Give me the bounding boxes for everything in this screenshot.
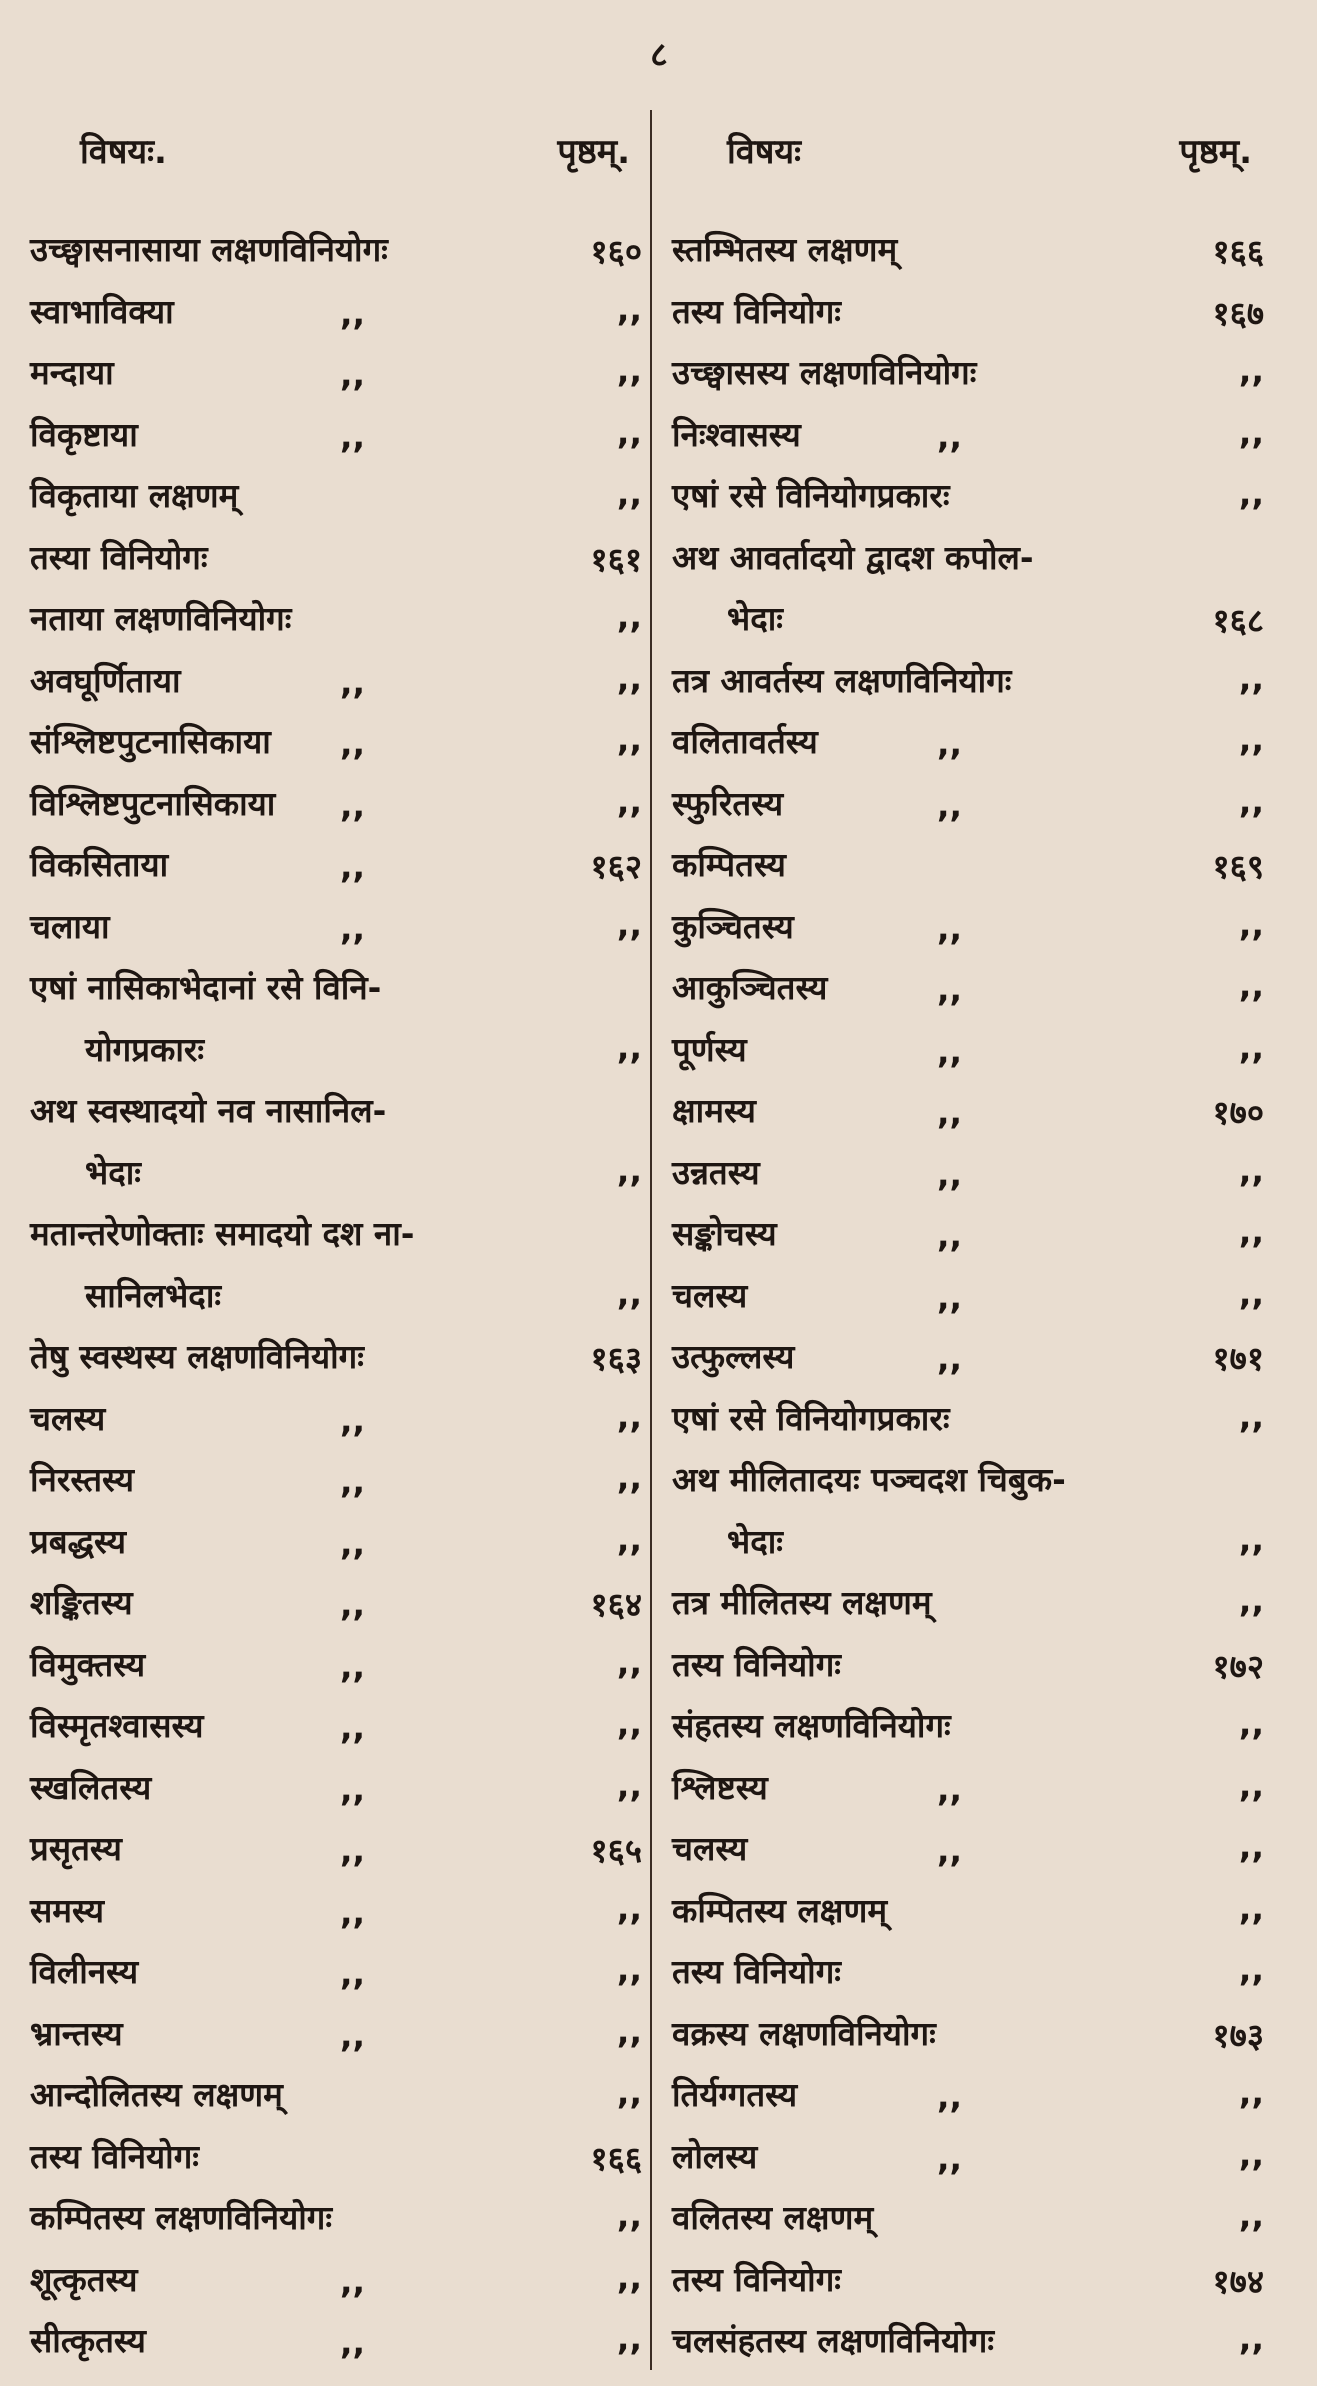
ditto-mark: ,, bbox=[340, 1462, 366, 1501]
index-entry bbox=[672, 1633, 1272, 1695]
entry-text: अवघूर्णिताया bbox=[30, 660, 181, 700]
index-entry bbox=[672, 2248, 1272, 2310]
entry-text: तस्य विनियोगः bbox=[30, 2136, 199, 2176]
index-entry bbox=[30, 2186, 650, 2248]
entry-list bbox=[30, 218, 650, 2371]
index-entry bbox=[30, 1264, 650, 1326]
index-entry bbox=[672, 587, 1272, 649]
ditto-mark: ,, bbox=[937, 1216, 963, 1255]
page-number: १६३ bbox=[590, 1339, 642, 1378]
entry-text: संहतस्य लक्षणविनियोगः bbox=[672, 1706, 951, 1745]
page-number: ,, bbox=[1238, 1150, 1264, 1190]
entry-text: शूत्कृतस्य bbox=[30, 2259, 138, 2299]
entry-text: सङ्कोचस्य bbox=[672, 1214, 777, 1253]
entry-text: तत्र आवर्तस्य लक्षणविनियोगः bbox=[672, 660, 1012, 700]
page-number: ,, bbox=[616, 1519, 642, 1559]
index-entry bbox=[672, 403, 1272, 465]
index-entry bbox=[672, 649, 1272, 711]
entry-text: आन्दोलितस्य लक्षणम् bbox=[30, 2075, 283, 2114]
page-number: ,, bbox=[616, 412, 642, 452]
entry-text: चलस्य bbox=[30, 1398, 106, 1438]
ditto-mark: ,, bbox=[937, 1831, 963, 1870]
entry-text: कुञ्चितस्य bbox=[672, 906, 794, 946]
entry-text: विश्लिष्टपुटनासिकाया bbox=[30, 783, 276, 823]
ditto-mark: ,, bbox=[937, 1769, 963, 1809]
page-number: ,, bbox=[616, 720, 642, 759]
page-number: १७३ bbox=[1212, 2015, 1264, 2055]
column-header bbox=[672, 110, 1272, 190]
index-entry bbox=[30, 833, 650, 895]
entry-text: उच्छ्वासस्य लक्षणविनियोगः bbox=[672, 353, 977, 392]
page-number: ,, bbox=[616, 1704, 642, 1743]
ditto-mark: ,, bbox=[340, 908, 366, 948]
page-number: ,, bbox=[1238, 2134, 1264, 2174]
entry-text: निःश्वासस्य bbox=[672, 414, 801, 454]
index-entry bbox=[30, 1202, 650, 1264]
index-entry bbox=[672, 1448, 1272, 1510]
entry-text: अथ आवर्तादयो द्वादश कपोल- bbox=[672, 537, 1034, 577]
index-entry bbox=[672, 1571, 1272, 1633]
index-entry bbox=[672, 1817, 1272, 1879]
index-entry bbox=[30, 464, 650, 526]
entry-text: प्रबद्धस्य bbox=[30, 1521, 126, 1561]
ditto-mark: ,, bbox=[340, 2261, 366, 2301]
index-entry bbox=[672, 2063, 1272, 2125]
page-number: ,, bbox=[616, 904, 642, 944]
ditto-mark: ,, bbox=[340, 1523, 366, 1563]
page-number: ,, bbox=[1238, 2196, 1264, 2235]
index-entry bbox=[672, 1387, 1272, 1449]
page-number: ,, bbox=[616, 1027, 642, 1067]
ditto-mark: ,, bbox=[937, 2138, 963, 2178]
ditto-mark: ,, bbox=[937, 785, 963, 825]
entry-text: मन्दाया bbox=[30, 353, 114, 392]
page-number: ,, bbox=[1238, 2319, 1264, 2358]
index-entry bbox=[672, 2309, 1272, 2371]
entry-text: योगप्रकारः bbox=[85, 1029, 205, 1069]
page-number: ,, bbox=[616, 597, 642, 636]
index-entry bbox=[672, 1079, 1272, 1141]
index-entry bbox=[672, 1202, 1272, 1264]
subject-heading: विषयः bbox=[727, 132, 801, 172]
page-number: ,, bbox=[616, 1150, 642, 1190]
index-entry bbox=[30, 526, 650, 588]
index-entry bbox=[30, 2125, 650, 2187]
page-number: १६७ bbox=[1212, 293, 1264, 333]
page-number: १६६ bbox=[1212, 232, 1264, 271]
page-number: ,, bbox=[1238, 720, 1264, 759]
index-entry bbox=[30, 1633, 650, 1695]
page-number: ,, bbox=[616, 1765, 642, 1805]
page-number: ,, bbox=[616, 2196, 642, 2235]
entry-text: आकुञ्चितस्य bbox=[672, 968, 828, 1007]
entry-text: स्तम्भितस्य लक्षणम् bbox=[672, 230, 898, 269]
entry-text: नताया लक्षणविनियोगः bbox=[30, 599, 292, 638]
page-number: ,, bbox=[616, 289, 642, 329]
index-entry bbox=[672, 1018, 1272, 1080]
entry-text: श्लिष्टस्य bbox=[672, 1767, 768, 1807]
index-entry bbox=[672, 280, 1272, 342]
index-entry bbox=[30, 1817, 650, 1879]
entry-text: विलीनस्य bbox=[30, 1952, 139, 1991]
page-number: ,, bbox=[1238, 1888, 1264, 1928]
entry-text: कम्पितस्य bbox=[672, 845, 786, 884]
entry-text: निरस्तस्य bbox=[30, 1460, 134, 1499]
entry-text: सीत्कृतस्य bbox=[30, 2321, 146, 2360]
index-entry bbox=[30, 1079, 650, 1141]
page-number: १६४ bbox=[590, 1585, 642, 1624]
index-entry bbox=[672, 2125, 1272, 2187]
page-number: ,, bbox=[616, 1396, 642, 1436]
index-entry bbox=[672, 1756, 1272, 1818]
index-entry bbox=[30, 1141, 650, 1203]
index-entry bbox=[30, 2002, 650, 2064]
page-number: १६९ bbox=[1212, 847, 1264, 886]
index-entry bbox=[30, 1571, 650, 1633]
column-header bbox=[30, 110, 650, 190]
ditto-mark: ,, bbox=[937, 970, 963, 1009]
page-number: ,, bbox=[1238, 474, 1264, 513]
ditto-mark: ,, bbox=[340, 785, 366, 825]
page-number: ,, bbox=[1238, 904, 1264, 944]
entry-text: एषां रसे विनियोगप्रकारः bbox=[672, 476, 950, 515]
page-number: १७४ bbox=[1212, 2261, 1264, 2301]
entry-text: कम्पितस्य लक्षणविनियोगः bbox=[30, 2198, 333, 2237]
index-entry bbox=[30, 1387, 650, 1449]
ditto-mark: ,, bbox=[340, 1892, 366, 1932]
index-entry bbox=[30, 2248, 650, 2310]
ditto-mark: ,, bbox=[340, 416, 366, 456]
entry-text: उच्छ्वासनासाया लक्षणविनियोगः bbox=[30, 230, 388, 269]
entry-text: तत्र मीलितस्य लक्षणम् bbox=[672, 1583, 932, 1622]
ditto-mark: ,, bbox=[340, 1708, 366, 1747]
index-entry bbox=[672, 772, 1272, 834]
page-number: ,, bbox=[1238, 1950, 1264, 1989]
ditto-mark: ,, bbox=[937, 1154, 963, 1194]
entry-text: भ्रान्तस्य bbox=[30, 2013, 123, 2053]
index-entry bbox=[672, 1264, 1272, 1326]
index-entry bbox=[30, 2309, 650, 2371]
entry-text: एषां रसे विनियोगप्रकारः bbox=[672, 1398, 950, 1438]
index-entry bbox=[30, 710, 650, 772]
page-number: ,, bbox=[1238, 1827, 1264, 1866]
index-entry bbox=[672, 2186, 1272, 2248]
entry-text: तेषु स्वस्थस्य लक्षणविनियोगः bbox=[30, 1337, 364, 1376]
page-number: ,, bbox=[1238, 966, 1264, 1005]
entry-text: एषां नासिकाभेदानां रसे विनि- bbox=[30, 968, 382, 1007]
page-number: ,, bbox=[616, 2073, 642, 2112]
index-entry bbox=[30, 1510, 650, 1572]
page-number: १७० bbox=[1212, 1093, 1264, 1132]
index-entry bbox=[30, 1018, 650, 1080]
entry-text: स्खलितस्य bbox=[30, 1767, 152, 1807]
page-number: ,, bbox=[616, 1888, 642, 1928]
entry-text: सानिलभेदाः bbox=[85, 1275, 222, 1315]
ditto-mark: ,, bbox=[340, 1585, 366, 1624]
entry-text: पूर्णस्य bbox=[672, 1029, 747, 1069]
index-entry bbox=[672, 1879, 1272, 1941]
entry-text: चलस्य bbox=[672, 1829, 748, 1868]
index-entry bbox=[30, 1879, 650, 1941]
page-number: ,, bbox=[616, 781, 642, 821]
ditto-mark: ,, bbox=[937, 1277, 963, 1317]
entry-text: तस्य विनियोगः bbox=[672, 1952, 841, 1991]
entry-text: भेदाः bbox=[727, 1521, 783, 1561]
page-number: ,, bbox=[616, 1950, 642, 1989]
page-number: ,, bbox=[1238, 1396, 1264, 1436]
ditto-mark: ,, bbox=[937, 724, 963, 763]
index-entry bbox=[30, 341, 650, 403]
entry-text: समस्य bbox=[30, 1890, 105, 1930]
ditto-mark: ,, bbox=[340, 1400, 366, 1440]
page-number: १६६ bbox=[590, 2138, 642, 2178]
ditto-mark: ,, bbox=[340, 293, 366, 333]
index-entry bbox=[672, 1141, 1272, 1203]
entry-text: चलसंहतस्य लक्षणविनियोगः bbox=[672, 2321, 995, 2360]
index-entry bbox=[30, 772, 650, 834]
ditto-mark: ,, bbox=[937, 1093, 963, 1132]
index-entry bbox=[30, 1940, 650, 2002]
page-number: ,, bbox=[1238, 2073, 1264, 2112]
page-number: १६० bbox=[590, 232, 642, 271]
ditto-mark: ,, bbox=[340, 1954, 366, 1993]
entry-text: लोलस्य bbox=[672, 2136, 758, 2176]
index-entry bbox=[30, 403, 650, 465]
ditto-mark: ,, bbox=[937, 908, 963, 948]
page-heading: पृष्ठम्. bbox=[557, 132, 630, 172]
ditto-mark: ,, bbox=[937, 1339, 963, 1378]
entry-text: चलाया bbox=[30, 906, 110, 946]
page-number: १७१ bbox=[1212, 1339, 1264, 1378]
index-entry bbox=[30, 1694, 650, 1756]
index-entry bbox=[30, 956, 650, 1018]
subject-heading: विषयः. bbox=[80, 132, 167, 172]
page-number: ,, bbox=[1238, 1027, 1264, 1067]
ditto-mark: ,, bbox=[340, 847, 366, 886]
index-entry bbox=[672, 526, 1272, 588]
page-number: ,, bbox=[1238, 1519, 1264, 1559]
entry-text: विकृताया लक्षणम् bbox=[30, 476, 239, 515]
entry-text: स्फुरितस्य bbox=[672, 783, 784, 823]
entry-text: वलितस्य लक्षणम् bbox=[672, 2198, 874, 2237]
index-entry bbox=[672, 2002, 1272, 2064]
entry-text: भेदाः bbox=[85, 1152, 141, 1192]
entry-text: उत्फुल्लस्य bbox=[672, 1337, 795, 1376]
index-entry bbox=[30, 1325, 650, 1387]
index-entry bbox=[672, 833, 1272, 895]
entry-text: विकसिताया bbox=[30, 845, 169, 884]
ditto-mark: ,, bbox=[340, 1769, 366, 1809]
index-entry bbox=[672, 218, 1272, 280]
entry-text: चलस्य bbox=[672, 1275, 748, 1315]
entry-text: संश्लिष्टपुटनासिकाया bbox=[30, 722, 271, 761]
index-entry bbox=[30, 895, 650, 957]
ditto-mark: ,, bbox=[937, 2077, 963, 2116]
page-number: ,, bbox=[1238, 412, 1264, 452]
entry-text: तस्य विनियोगः bbox=[672, 2259, 841, 2299]
index-entry bbox=[672, 464, 1272, 526]
entry-text: वलितावर्तस्य bbox=[672, 722, 818, 761]
ditto-mark: ,, bbox=[937, 1031, 963, 1071]
index-entry bbox=[30, 1448, 650, 1510]
index-entry bbox=[30, 280, 650, 342]
ditto-mark: ,, bbox=[340, 1646, 366, 1686]
ditto-mark: ,, bbox=[340, 1831, 366, 1870]
page-number: ,, bbox=[616, 1273, 642, 1313]
ditto-mark: ,, bbox=[937, 416, 963, 456]
page-number: ,, bbox=[616, 2257, 642, 2297]
ditto-mark: ,, bbox=[340, 662, 366, 702]
page-number: १६५ bbox=[590, 1831, 642, 1870]
entry-text: भेदाः bbox=[727, 599, 783, 638]
entry-text: क्षामस्य bbox=[672, 1091, 756, 1130]
entry-text: अथ मीलितादयः पञ्चदश चिबुक- bbox=[672, 1460, 1066, 1499]
page-number: ,, bbox=[616, 658, 642, 698]
page-number: ,, bbox=[1238, 781, 1264, 821]
page-number: ,, bbox=[1238, 1765, 1264, 1805]
index-entry bbox=[30, 2063, 650, 2125]
entry-text: स्वाभाविक्या bbox=[30, 291, 174, 331]
page-number: ,, bbox=[1238, 658, 1264, 698]
entry-text: तस्य विनियोगः bbox=[672, 1644, 841, 1684]
page-number: ,, bbox=[1238, 1704, 1264, 1743]
page-number: ,, bbox=[616, 351, 642, 390]
index-entry bbox=[672, 710, 1272, 772]
page-number: १७२ bbox=[1212, 1646, 1264, 1686]
index-entry bbox=[30, 587, 650, 649]
page-heading: पृष्ठम्. bbox=[1179, 132, 1252, 172]
page-number: ,, bbox=[1238, 351, 1264, 390]
entry-text: प्रसृतस्य bbox=[30, 1829, 122, 1868]
column-divider bbox=[650, 110, 652, 2370]
page-number: ,, bbox=[616, 1458, 642, 1497]
index-entry bbox=[672, 1694, 1272, 1756]
page-number: १६१ bbox=[590, 539, 642, 579]
page-number: ,, bbox=[616, 1642, 642, 1682]
page-number: ,, bbox=[616, 2319, 642, 2358]
index-entry bbox=[672, 1510, 1272, 1572]
entry-text: अथ स्वस्थादयो नव नासानिल- bbox=[30, 1091, 387, 1130]
ditto-mark: ,, bbox=[340, 724, 366, 763]
index-entry bbox=[672, 1940, 1272, 2002]
page-number: ,, bbox=[616, 474, 642, 513]
entry-text: शङ्कितस्य bbox=[30, 1583, 133, 1622]
entry-text: विमुक्तस्य bbox=[30, 1644, 146, 1684]
page-marker: ८ bbox=[650, 35, 668, 75]
index-entry bbox=[30, 649, 650, 711]
ditto-mark: ,, bbox=[340, 355, 366, 394]
index-entry bbox=[30, 1756, 650, 1818]
index-column-right bbox=[672, 110, 1272, 2371]
page-number: १६२ bbox=[590, 847, 642, 886]
entry-text: तस्या विनियोगः bbox=[30, 537, 208, 577]
entry-text: तस्य विनियोगः bbox=[672, 291, 841, 331]
entry-text: वक्रस्य लक्षणविनियोगः bbox=[672, 2013, 936, 2053]
index-entry bbox=[672, 956, 1272, 1018]
entry-text: उन्नतस्य bbox=[672, 1152, 760, 1192]
index-column-left bbox=[30, 110, 650, 2371]
entry-text: मतान्तरेणोक्ताः समादयो दश ना- bbox=[30, 1214, 415, 1253]
index-entry bbox=[30, 218, 650, 280]
entry-text: विकृष्टाया bbox=[30, 414, 138, 454]
index-entry bbox=[672, 895, 1272, 957]
entry-text: विस्मृतश्वासस्य bbox=[30, 1706, 204, 1745]
entry-text: कम्पितस्य लक्षणम् bbox=[672, 1890, 888, 1930]
ditto-mark: ,, bbox=[340, 2323, 366, 2362]
page-number: ,, bbox=[1238, 1273, 1264, 1313]
page-number: १६८ bbox=[1212, 601, 1264, 640]
page-number: ,, bbox=[1238, 1212, 1264, 1251]
entry-list bbox=[672, 218, 1272, 2371]
ditto-mark: ,, bbox=[340, 2015, 366, 2055]
index-entry bbox=[672, 1325, 1272, 1387]
page-number: ,, bbox=[1238, 1581, 1264, 1620]
page-number: ,, bbox=[616, 2011, 642, 2051]
index-entry bbox=[672, 341, 1272, 403]
entry-text: तिर्यग्गतस्य bbox=[672, 2075, 798, 2114]
